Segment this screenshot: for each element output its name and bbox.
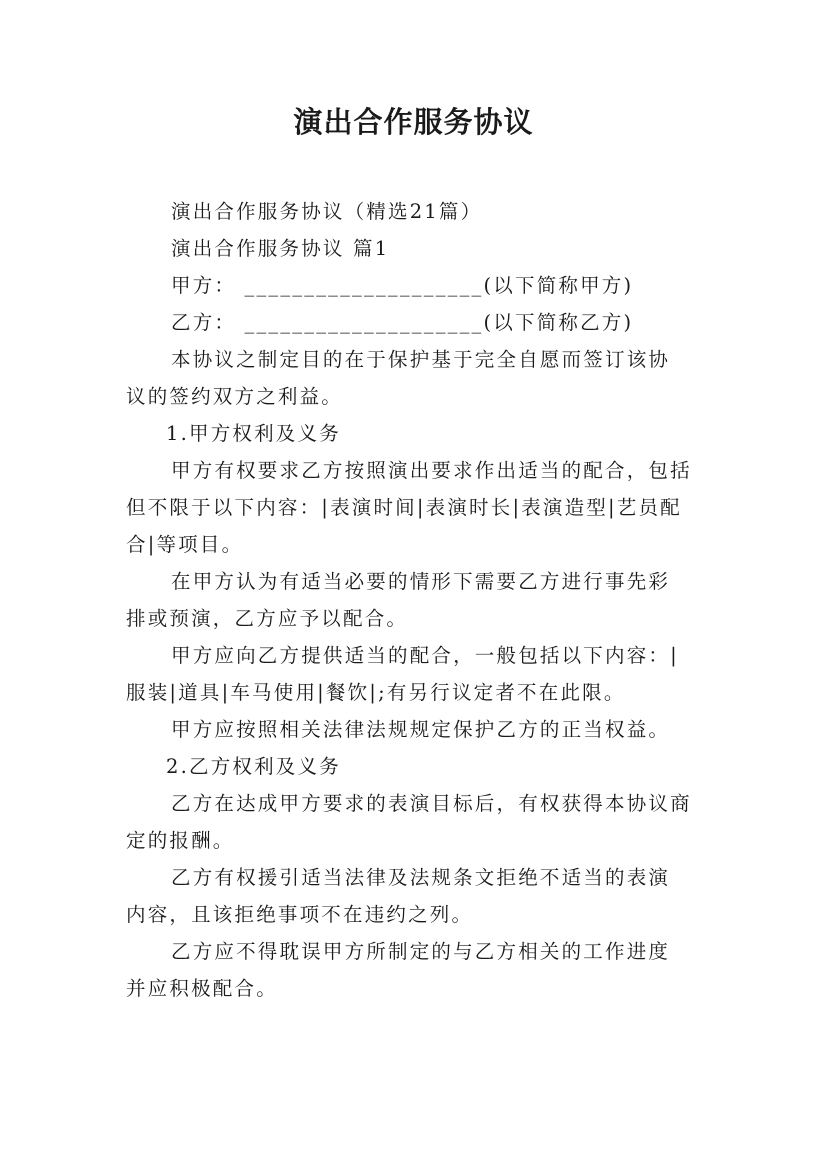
text-line: 定的报酬。 [126,829,235,852]
text-line: 合|等项目。 [126,533,244,556]
text-line: 在甲方认为有适当必要的情形下需要乙方进行事先彩 [171,570,671,593]
section-heading: 1.甲方权利及义务 [166,422,341,445]
text-line: 演出合作服务协议 篇1 [171,237,390,260]
text-line: 乙方： ____________________(以下简称乙方) [171,311,634,334]
text-line: 服装|道具|车马使用|餐饮|;有另行议定者不在此限。 [126,681,626,704]
document-body [126,193,704,1007]
document-title: 演出合作服务协议 [293,105,534,139]
text-line: 甲方应按照相关法律法规规定保护乙方的正当权益。 [171,718,671,741]
text-line: 内容，且该拒绝事项不在违约之列。 [126,903,474,926]
text-line: 本协议之制定目的在于保护基于完全自愿而签订该协 [171,348,671,371]
text-line: 但不限于以下内容：|表演时间|表演时长|表演造型|艺员配 [126,496,682,519]
text-line: 乙方应不得耽误甲方所制定的与乙方相关的工作进度 [171,940,671,963]
text-line: 演出合作服务协议（精选21篇） [171,200,483,223]
text-line: 排或预演，乙方应予以配合。 [126,607,409,630]
text-line: 乙方在达成甲方要求的表演目标后，有权获得本协议商 [171,792,692,815]
text-line: 甲方有权要求乙方按照演出要求作出适当的配合，包括 [171,459,692,482]
text-line: 议的签约双方之利益。 [126,385,344,408]
text-line: 甲方应向乙方提供适当的配合，一般包括以下内容：| [171,644,679,667]
text-line: 乙方有权援引适当法律及法规条文拒绝不适当的表演 [171,866,671,889]
text-line: 并应积极配合。 [126,977,278,1000]
section-heading: 2.乙方权利及义务 [166,755,341,778]
text-line: 甲方： ____________________(以下简称甲方) [171,274,634,297]
